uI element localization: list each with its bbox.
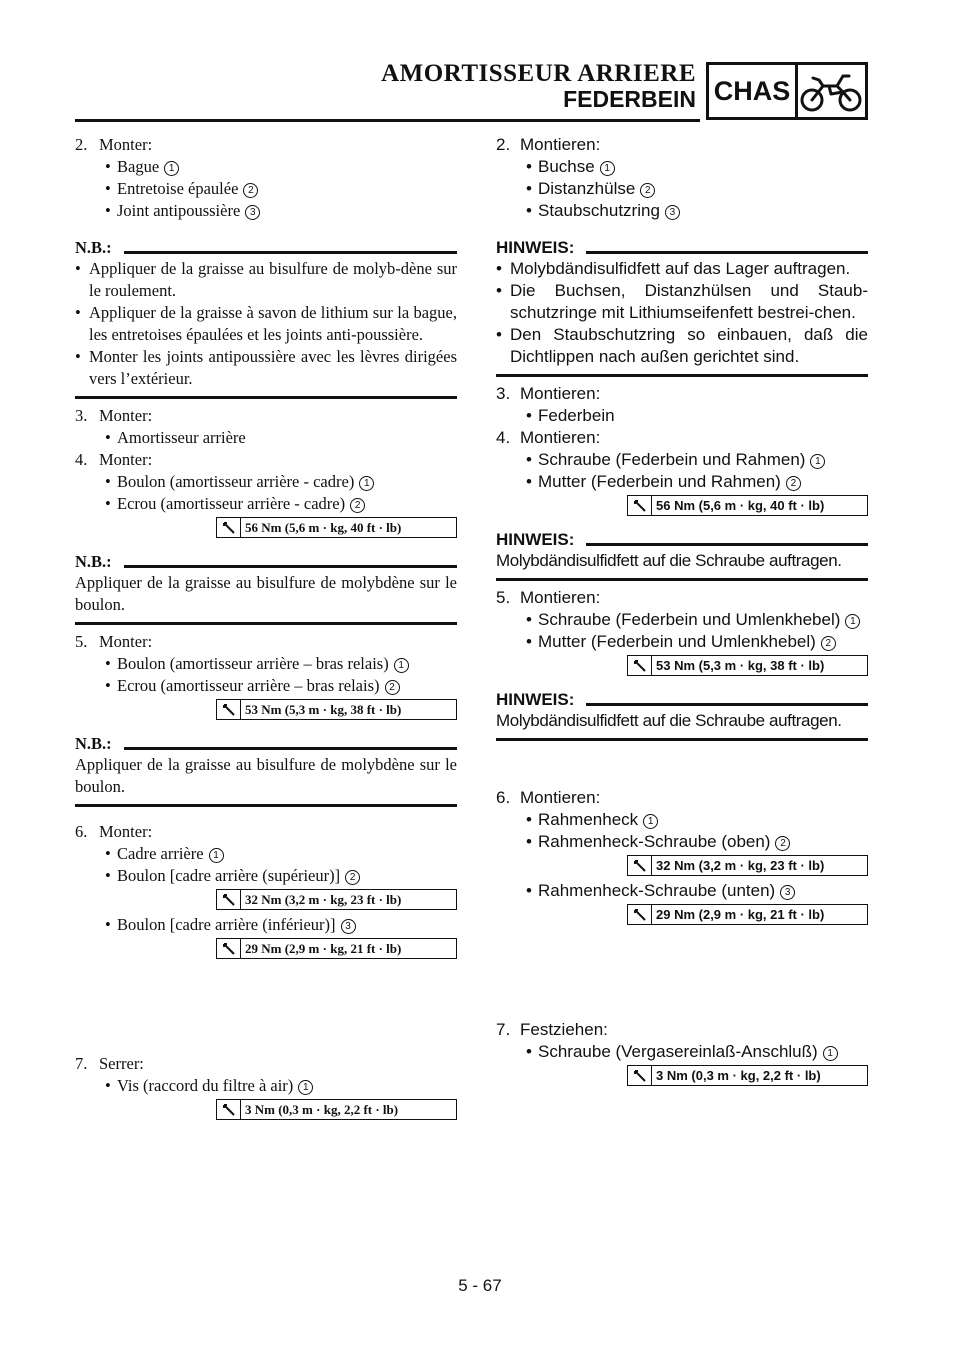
torque-spec: 3 Nm (0,3 m · kg, 2,2 ft · lb) xyxy=(216,1099,457,1120)
page-number: 5 - 67 xyxy=(458,1276,502,1295)
callout-number: 1 xyxy=(845,614,860,629)
note-block: HINWEIS: Molybdändisulfidfett auf die Schraube auftragen. xyxy=(496,528,868,581)
note-bullet: • Molybdändisulfidfett auf das Lager auftragen. xyxy=(496,259,851,278)
callout-number: 1 xyxy=(823,1046,838,1061)
wrench-icon xyxy=(634,909,646,921)
note-bullet: • Die Buchsen, Distanzhülsen und Staub-schutzringe mit Lithiumseifenfett bestrei-chen. xyxy=(496,281,868,322)
list-item: • Mutter (Federbein und Umlenkhebel) 2 xyxy=(526,631,868,653)
list-item: • Schraube (Vergasereinlaß-Anschluß) 1 xyxy=(526,1041,868,1063)
callout-number: 2 xyxy=(243,183,258,198)
step-3: 3. Monter: • Amortisseur arrière xyxy=(75,405,457,449)
callout-number: 3 xyxy=(665,205,680,220)
step-6: 6. Montieren: • Rahmenheck 1 • Rahmenheck-Schraube (oben) 2 32 Nm (3,2 m · kg, 23 ft · lb) • Rahmenheck-Schraube (unten) 3 29 Nm (2,9 m · kg, 21 ft · lb) xyxy=(496,787,868,925)
list-item: • Federbein xyxy=(526,406,615,425)
wrench-icon xyxy=(223,522,235,534)
list-item: • Distanzhülse 2 xyxy=(526,178,868,200)
list-item: • Vis (raccord du filtre à air) 1 xyxy=(105,1075,457,1097)
step-5: 5. Monter: • Boulon (amortisseur arrière – bras relais) 1 • Ecrou (amortisseur arrière – bras relais) 2 53 Nm (5,3 m · kg, 38 ft · lb) xyxy=(75,631,457,720)
wrench-icon xyxy=(223,1104,235,1116)
wrench-icon xyxy=(223,704,235,716)
callout-number: 1 xyxy=(359,476,374,491)
callout-number: 2 xyxy=(345,870,360,885)
list-item: • Rahmenheck 1 xyxy=(526,809,868,831)
list-item: • Schraube (Federbein und Umlenkhebel) 1 xyxy=(526,609,868,631)
note-block: HINWEIS: • Molybdändisulfidfett auf das Lager auftragen. • Die Buchsen, Distanzhülsen und Staub-schutzringe mit Lithiumseifenfett bestrei-chen. • Den Staubschutzring so einbauen, daß die Dichtlippen nach außen gerichtet sind. xyxy=(496,236,868,377)
torque-spec: 29 Nm (2,9 m · kg, 21 ft · lb) xyxy=(627,904,868,925)
callout-number: 3 xyxy=(245,205,260,220)
step-5: 5. Montieren: • Schraube (Federbein und Umlenkhebel) 1 • Mutter (Federbein und Umlenkhebel) 2 53 Nm (5,3 m · kg, 38 ft · lb) xyxy=(496,587,868,676)
list-item: • Boulon (amortisseur arrière – bras relais) 1 xyxy=(105,653,457,675)
torque-spec: 32 Nm (3,2 m · kg, 23 ft · lb) xyxy=(627,855,868,876)
callout-number: 1 xyxy=(298,1080,313,1095)
list-item: • Ecrou (amortisseur arrière - cadre) 2 xyxy=(105,493,457,515)
torque-spec: 53 Nm (5,3 m · kg, 38 ft · lb) xyxy=(627,655,868,676)
wrench-icon xyxy=(634,860,646,872)
callout-number: 1 xyxy=(810,454,825,469)
list-item: • Rahmenheck-Schraube (oben) 2 xyxy=(526,831,868,853)
callout-number: 1 xyxy=(394,658,409,673)
chapter-badge xyxy=(706,62,868,120)
torque-spec: 56 Nm (5,6 m · kg, 40 ft · lb) xyxy=(627,495,868,516)
list-item: • Bague 1 xyxy=(105,156,457,178)
list-item: • Staubschutzring 3 xyxy=(526,200,868,222)
step-3: 3. Montieren: • Federbein xyxy=(496,383,868,427)
callout-number: 2 xyxy=(385,680,400,695)
list-item: • Joint antipoussière 3 xyxy=(105,200,457,222)
callout-number: 3 xyxy=(780,885,795,900)
list-item: • Mutter (Federbein und Rahmen) 2 xyxy=(526,471,868,493)
list-item: • Boulon [cadre arrière (inférieur)] 3 xyxy=(105,914,457,936)
torque-spec: 29 Nm (2,9 m · kg, 21 ft · lb) xyxy=(216,938,457,959)
torque-spec: 56 Nm (5,6 m · kg, 40 ft · lb) xyxy=(216,517,457,538)
torque-spec: 32 Nm (3,2 m · kg, 23 ft · lb) xyxy=(216,889,457,910)
callout-number: 1 xyxy=(643,814,658,829)
step-2: 2. Montieren: • Buchse 1 • Distanzhülse 2 • Staubschutzring 3 xyxy=(496,134,868,222)
list-item: • Buchse 1 xyxy=(526,156,868,178)
wrench-icon xyxy=(634,500,646,512)
french-column xyxy=(75,128,457,1124)
step-4: 4. Monter: • Boulon (amortisseur arrière - cadre) 1 • Ecrou (amortisseur arrière - cadre) 2 56 Nm (5,6 m · kg, 40 ft · lb) xyxy=(75,449,457,538)
wrench-icon xyxy=(634,1070,646,1082)
callout-number: 2 xyxy=(821,636,836,651)
callout-number: 2 xyxy=(640,183,655,198)
note-block: N.B.: Appliquer de la graisse au bisulfure de molybdène sur le boulon. xyxy=(75,732,457,807)
callout-number: 2 xyxy=(786,476,801,491)
callout-number: 1 xyxy=(164,161,179,176)
step-4: 4. Montieren: • Schraube (Federbein und Rahmen) 1 • Mutter (Federbein und Rahmen) 2 56 Nm (5,6 m · kg, 40 ft · lb) xyxy=(496,427,868,516)
german-column xyxy=(496,128,868,1090)
section-title-fr: AMORTISSEUR ARRIERE xyxy=(381,60,696,87)
note-bullet: • Monter les joints antipoussière avec les lèvres dirigées vers l’extérieur. xyxy=(75,347,457,388)
list-item: • Boulon (amortisseur arrière - cadre) 1 xyxy=(105,471,457,493)
step-7: 7. Serrer: • Vis (raccord du filtre à air) 1 3 Nm (0,3 m · kg, 2,2 ft · lb) xyxy=(75,1053,457,1120)
header-rule xyxy=(75,119,700,122)
list-item: • Rahmenheck-Schraube (unten) 3 xyxy=(526,880,868,902)
step-7: 7. Festziehen: • Schraube (Vergasereinlaß-Anschluß) 1 3 Nm (0,3 m · kg, 2,2 ft · lb) xyxy=(496,1019,868,1086)
callout-number: 2 xyxy=(775,836,790,851)
note-block: HINWEIS: Molybdändisulfidfett auf die Schraube auftragen. xyxy=(496,688,868,741)
list-item: • Schraube (Federbein und Rahmen) 1 xyxy=(526,449,868,471)
section-title-de: FEDERBEIN xyxy=(563,86,696,112)
step-2: 2. Monter: • Bague 1 • Entretoise épaulée 2 • Joint antipoussière 3 xyxy=(75,134,457,222)
callout-number: 1 xyxy=(209,848,224,863)
note-bullet: • Den Staubschutzring so einbauen, daß die Dichtlippen nach außen gerichtet sind. xyxy=(496,325,868,366)
list-item: • Cadre arrière 1 xyxy=(105,843,457,865)
list-item: • Ecrou (amortisseur arrière – bras relais) 2 xyxy=(105,675,457,697)
note-bullet: • Appliquer de la graisse à savon de lithium sur la bague, les entretoises épaulées et les joints anti-poussière. xyxy=(75,303,457,344)
chapter-code: CHAS xyxy=(709,65,798,117)
torque-spec: 53 Nm (5,3 m · kg, 38 ft · lb) xyxy=(216,699,457,720)
wrench-icon xyxy=(223,894,235,906)
callout-number: 3 xyxy=(341,919,356,934)
note-block: N.B.: • Appliquer de la graisse au bisulfure de molyb-dène sur le roulement. • Appliquer de la graisse à savon de lithium sur la bague, les entretoises épaulées et les joints anti-poussière. • Monter les joints antipoussière avec les lèvres dirigées vers l’extérieur. xyxy=(75,236,457,399)
wrench-icon xyxy=(634,660,646,672)
note-bullet: • Appliquer de la graisse au bisulfure de molyb-dène sur le roulement. xyxy=(75,259,457,300)
list-item: • Entretoise épaulée 2 xyxy=(105,178,457,200)
callout-number: 1 xyxy=(600,161,615,176)
wrench-icon xyxy=(223,943,235,955)
step-6: 6. Monter: • Cadre arrière 1 • Boulon [cadre arrière (supérieur)] 2 32 Nm (3,2 m · kg, 23 ft · lb) • Boulon [cadre arrière (inférieur)] 3 29 Nm (2,9 m · kg, 21 ft · lb) xyxy=(75,821,457,959)
note-block: N.B.: Appliquer de la graisse au bisulfure de molybdène sur le boulon. xyxy=(75,550,457,625)
list-item: • Amortisseur arrière xyxy=(105,428,246,447)
torque-spec: 3 Nm (0,3 m · kg, 2,2 ft · lb) xyxy=(627,1065,868,1086)
motorcycle-icon xyxy=(799,70,863,114)
list-item: • Boulon [cadre arrière (supérieur)] 2 xyxy=(105,865,457,887)
callout-number: 2 xyxy=(350,498,365,513)
